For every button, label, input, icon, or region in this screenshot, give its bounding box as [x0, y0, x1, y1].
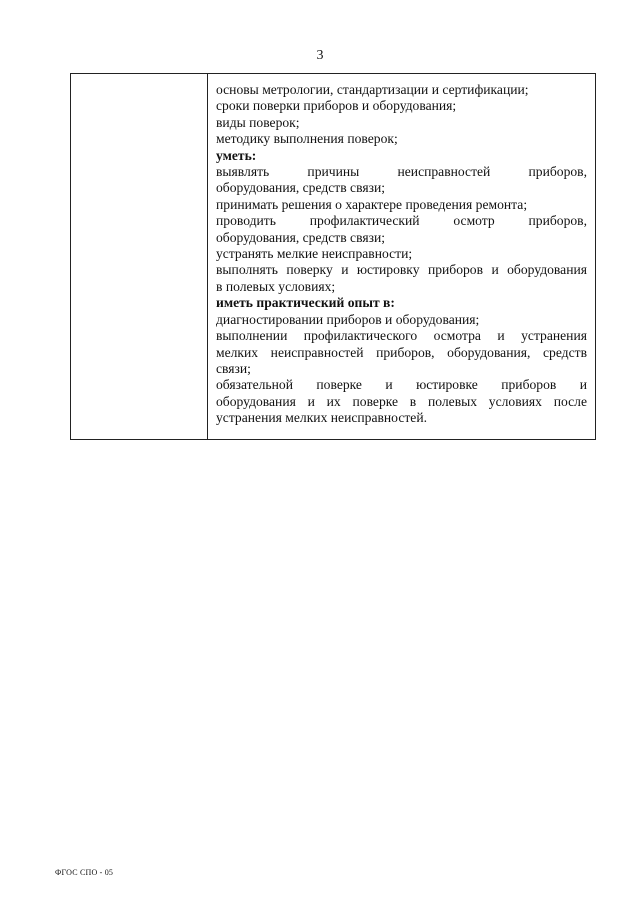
text-line: выявлять причины неисправностей приборов, [216, 164, 587, 180]
text-line: выполнять поверку и юстировку приборов и оборудования [216, 262, 587, 278]
text-line: сроки поверки приборов и оборудования; [216, 98, 457, 114]
content-table [70, 73, 596, 440]
table-left-cell [71, 74, 208, 439]
section-heading: уметь: [216, 147, 257, 163]
text-line: виды поверок; [216, 114, 300, 130]
text-line: оборудования и их поверке в полевых условиях после [216, 393, 587, 409]
text-line: обязательной поверке и юстировке приборов и [216, 377, 587, 393]
text-line: основы метрологии, стандартизации и сертификации; [216, 82, 529, 97]
text-line: в полевых условиях; [216, 278, 336, 294]
text-line: проводить профилактический осмотр приборов, [216, 213, 587, 229]
text-line: оборудования, средств связи; [216, 180, 385, 196]
text-line: принимать решения о характере проведения ремонта; [216, 196, 528, 212]
text-line: методику выполнения поверок; [216, 131, 398, 147]
text-line: связи; [216, 360, 251, 376]
document-footer: ФГОС СПО - 05 [55, 868, 114, 877]
section-heading: иметь практический опыт в: [216, 295, 395, 311]
table-right-cell [208, 74, 595, 439]
text-line: мелких неисправностей приборов, оборудования, средств [216, 344, 587, 360]
text-line: выполнении профилактического осмотра и устранения [216, 328, 587, 344]
page-number: 3 [316, 48, 324, 63]
text-line: диагностировании приборов и оборудования; [216, 311, 480, 327]
text-line: оборудования, средств связи; [216, 229, 385, 245]
text-line: устранять мелкие неисправности; [216, 246, 413, 262]
text-line: устранения мелких неисправностей. [216, 410, 428, 426]
